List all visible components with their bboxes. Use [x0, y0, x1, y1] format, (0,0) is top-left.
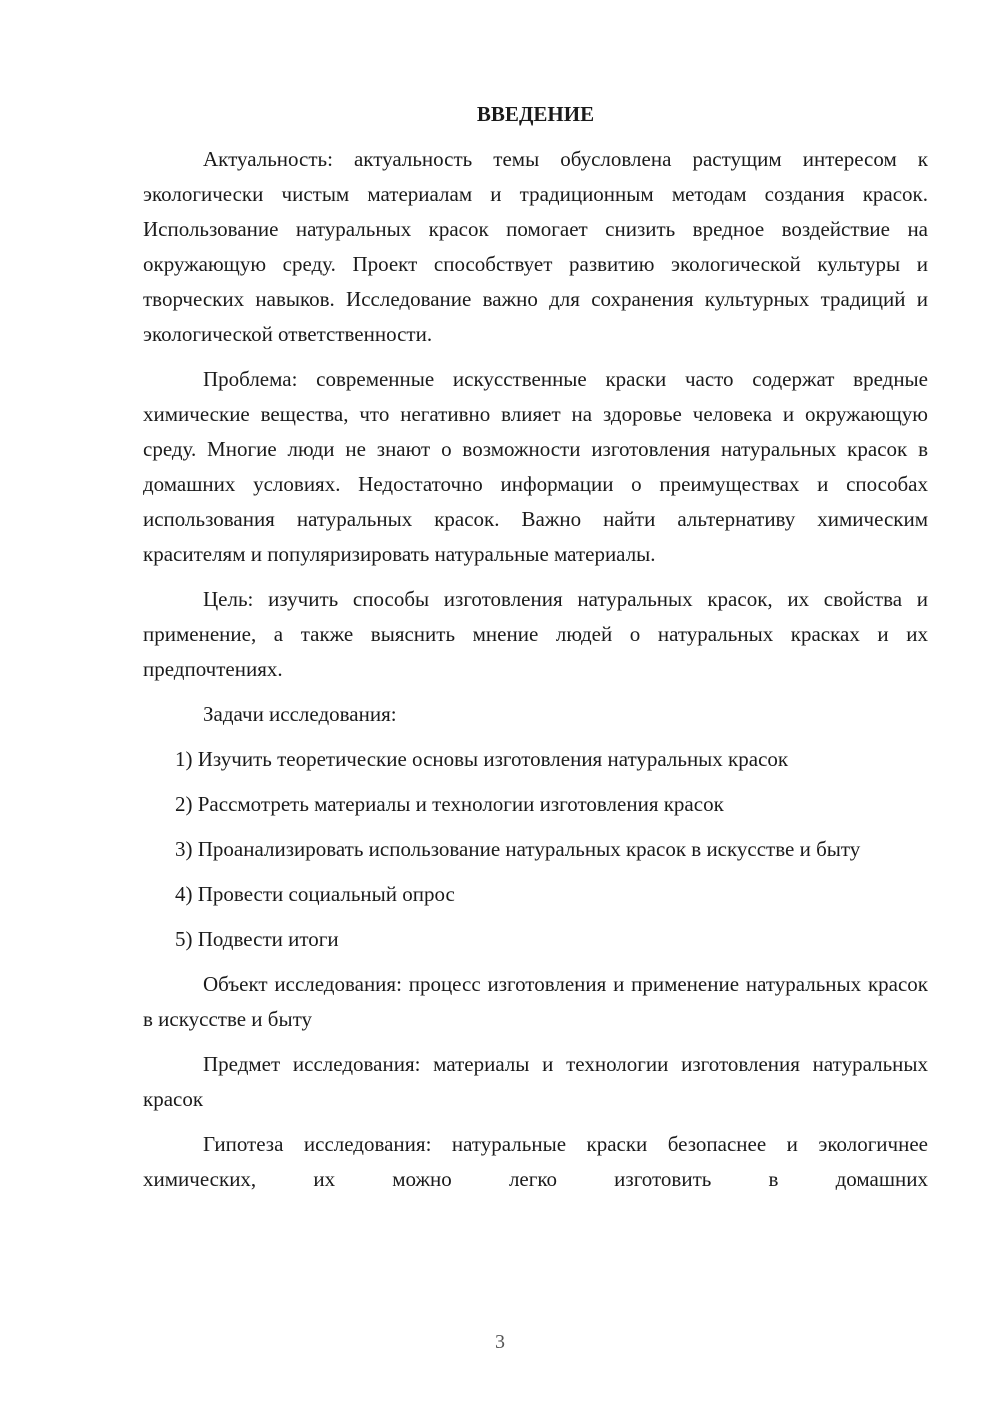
object-paragraph: Объект исследования: процесс изготовления и применение натуральных красок в искусстве и быту	[143, 972, 928, 1031]
task-item-1: 1) Изучить теоретические основы изготовления натуральных красок	[175, 747, 789, 771]
page-number: 3	[495, 1331, 505, 1353]
section-title: ВВЕДЕНИЕ	[476, 102, 595, 126]
task-item-2: 2) Рассмотреть материалы и технологии изготовления красок	[175, 792, 724, 816]
task-item-5: 5) Подвести итоги	[175, 927, 339, 951]
tasks-heading: Задачи исследования:	[203, 702, 397, 726]
problem-paragraph: Проблема: современные искусственные краски часто содержат вредные химические вещества, что негативно влияет на здоровье человека и окружающую среду. Многие люди не знают о возможности изготовления натуральных красок в домашних условиях. Недостаточно информации о преимуществах и способах использования натуральных красок. Важно найти альтернативу химическим красителям и популяризировать натуральные материалы.	[143, 367, 928, 566]
task-item-4: 4) Провести социальный опрос	[175, 882, 455, 906]
document-page	[143, 97, 928, 1197]
relevance-paragraph: Актуальность: актуальность темы обусловлена растущим интересом к экологически чистым материалам и традиционным методам создания красок. Использование натуральных красок помогает снизить вредное воздействие на окружающую среду. Проект способствует развитию экологической культуры и творческих навыков. Исследование важно для сохранения культурных традиций и экологической ответственности.	[143, 147, 928, 346]
goal-paragraph: Цель: изучить способы изготовления натуральных красок, их свойства и применение, а также выяснить мнение людей о натуральных красках и их предпочтениях.	[143, 587, 928, 681]
task-item-3: 3) Проанализировать использование натуральных красок в искусстве и быту	[175, 837, 861, 861]
subject-paragraph: Предмет исследования: материалы и технологии изготовления натуральных красок	[143, 1052, 928, 1111]
tasks-list	[143, 742, 928, 957]
hypothesis-paragraph: Гипотеза исследования: натуральные краски безопаснее и экологичнее химических, их можно легко изготовить в домашних	[143, 1132, 928, 1191]
